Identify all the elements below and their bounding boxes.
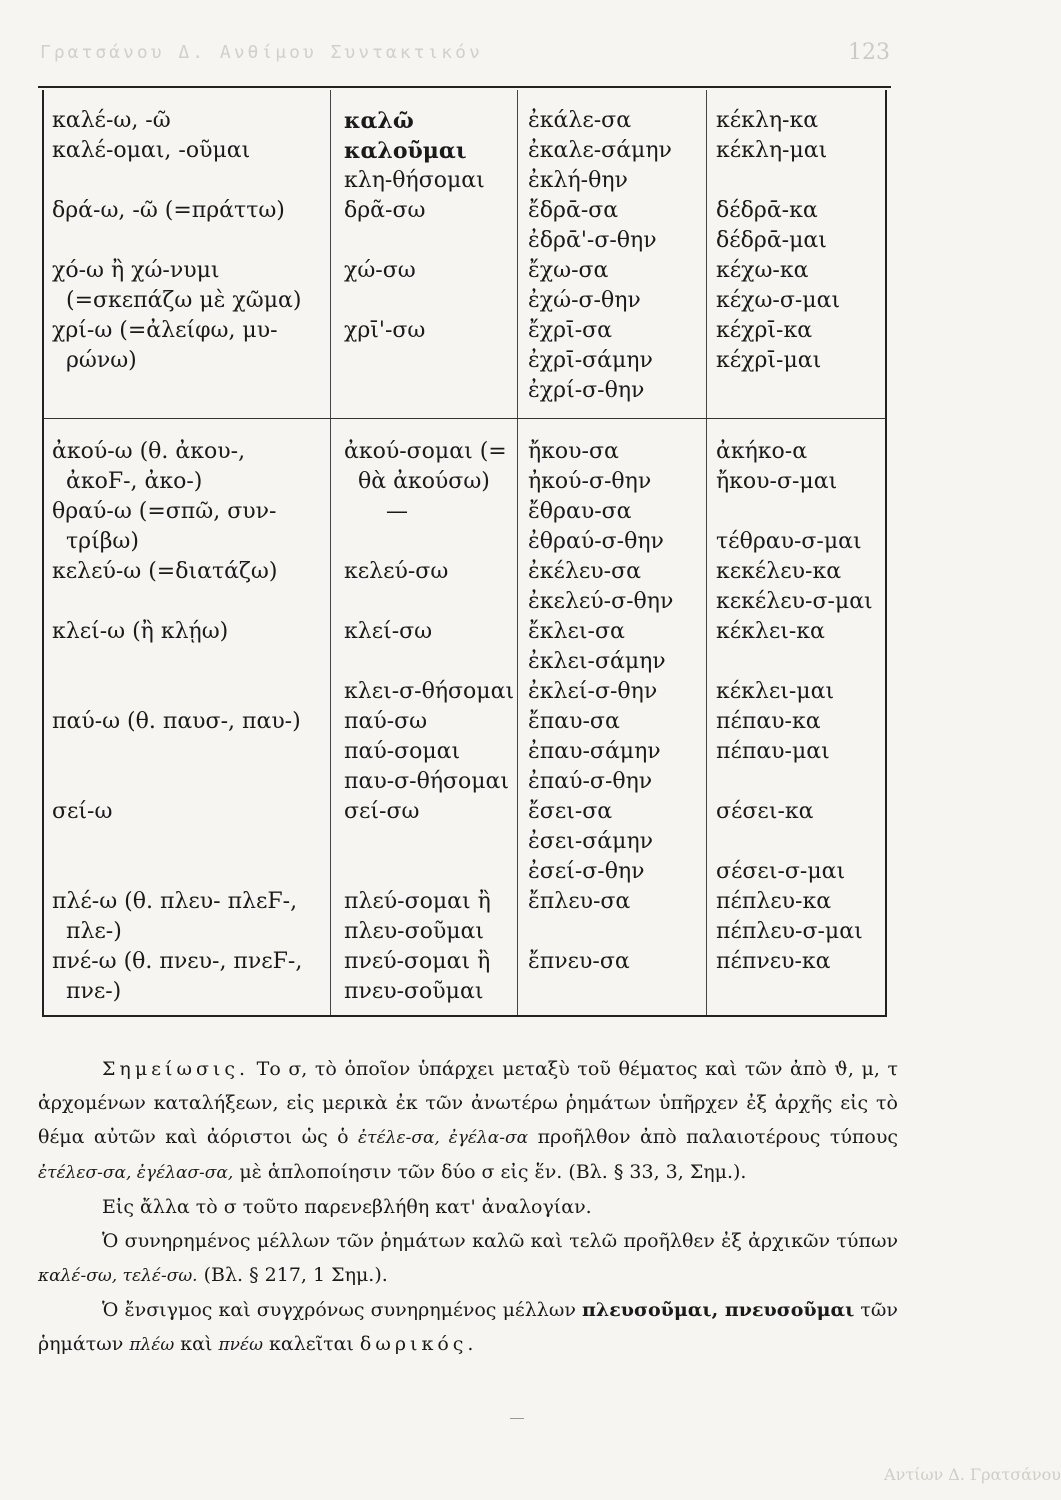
table-cell: πέπνευ-κα (716, 949, 831, 974)
table-cell: (=σκεπάζω μὲ χῶμα) (52, 288, 302, 313)
table-cell: κέκλη-κα (716, 108, 819, 133)
table-cell: ἔθραυ-σα (528, 499, 632, 524)
block2-future (344, 437, 514, 1007)
table-cell: ἀκού-σομαι (= (344, 439, 507, 464)
note-text: Ὁ ἔνσιγμος καὶ συγχρόνως συνηρημένος μέλλων (102, 1299, 583, 1321)
note-label: Σημείωσις. (102, 1058, 250, 1080)
table-cell: ἀκήκο-α (716, 439, 808, 464)
table-cell: ἐπαύ-σ-θην (528, 769, 653, 794)
table-cell: χρί-ω (=ἀλείφω, μυ- (52, 318, 278, 343)
table-cell: σεί-ω (52, 799, 113, 824)
table-cell: ἐχώ-σ-θην (528, 288, 641, 313)
table-cell: ἔκλει-σα (528, 619, 625, 644)
table-cell: παύ-σομαι (344, 739, 461, 764)
table-cell: κελεύ-ω (=διατάζω) (52, 559, 278, 584)
table-cell: κλη-θήσομαι (344, 168, 485, 193)
table-cell: ἠκού-σ-θην (528, 469, 652, 494)
table-cell: κλει-σ-θήσομαι (344, 679, 515, 704)
table-cell: πνε-) (52, 979, 122, 1004)
table-cell: πέπαυ-κα (716, 709, 821, 734)
table-cell (344, 857, 514, 887)
note-italic: ἐτέλεσ-σα, ἐγέλασ-σα, (38, 1163, 234, 1183)
table-cell: ἐσει-σάμην (528, 829, 654, 854)
table-cell: καλέ-ω, -ῶ (52, 108, 171, 133)
table-cell: δέδρᾱ-μαι (716, 228, 827, 253)
table-cell: χώ-σω (344, 258, 416, 283)
table-cell: χό-ω ἢ χώ-νυμι (52, 258, 220, 283)
note-paragraph-2: Εἰς ἄλλα τὸ σ τοῦτο παρενεβλήθη κατ' ἀναλογίαν. (102, 1196, 592, 1218)
note-text: Ὁ συνηρημένος μέλλων τῶν ῥημάτων καλῶ καὶ τελῶ προῆλθεν ἐξ ἀρχικῶν τύπων (102, 1230, 898, 1252)
table-cell: πνευ-σοῦμαι (344, 979, 484, 1004)
table-cell (528, 977, 673, 1007)
conjugation-table (42, 90, 887, 1017)
table-cell: παυ-σ-θήσομαι (344, 769, 510, 794)
table-cell: κελεύ-σω (344, 559, 449, 584)
table-cell: πέπαυ-μαι (716, 739, 830, 764)
bleed-through-footer: Αντίων Δ. Γρατσάνου (884, 1465, 1061, 1484)
table-cell: ἐχρῑ-σάμην (528, 348, 653, 373)
column-divider-2 (517, 90, 518, 1015)
table-cell: ἐπαυ-σάμην (528, 739, 661, 764)
table-cell (52, 737, 302, 767)
table-cell: σεί-σω (344, 799, 420, 824)
note-spaced: δωρικός. (359, 1333, 478, 1355)
block1-perfect (716, 106, 840, 406)
table-cell: τέθραυ-σ-μαι (716, 529, 862, 554)
table-cell (716, 166, 840, 196)
table-cell: κέκλη-μαι (716, 138, 828, 163)
table-cell: καλοῦμαι (344, 138, 467, 164)
table-cell: δρᾶ-σω (344, 198, 426, 223)
table-cell: ρώνω) (52, 348, 137, 373)
note-italic: πνέω (218, 1335, 263, 1355)
table-cell: κεκέλευ-σ-μαι (716, 589, 873, 614)
note-text: καὶ (174, 1333, 219, 1355)
table-cell: ἔσει-σα (528, 799, 613, 824)
table-cell: ἐκαλε-σάμην (528, 138, 672, 163)
note-bold: πλευσοῦμαι, πνευσοῦμαι (582, 1299, 855, 1321)
table-cell: θραύ-ω (=σπῶ, συν- (52, 499, 277, 524)
table-cell: κέχω-σ-μαι (716, 288, 841, 313)
note-text: Το σ, τὸ ὁποῖον ὑπάρχει μεταξὺ τοῦ θέματος καὶ τῶν ἀπὸ ϑ, μ, τ ἀρχομένων καταλήξεων, εἰς μερικὰ ἐκ τῶν ἀνωτέρω ῥημάτων ὑπῆρχεν ἐξ ἀρχῆς εἰς τὸ θέμα αὐτῶν καὶ ἀόριστοι ὡς ὁ (38, 1058, 898, 1148)
table-cell (52, 376, 301, 406)
block1-present (52, 106, 301, 406)
block1-aorist (528, 106, 672, 406)
table-cell (344, 527, 514, 557)
table-cell: ἔπνευ-σα (528, 949, 630, 974)
column-divider-1 (330, 90, 331, 1015)
table-cell (52, 226, 301, 256)
table-cell: ἐχρί-σ-θην (528, 378, 645, 403)
table-cell: ἐδρᾱ'-σ-θην (528, 228, 657, 253)
note-italic: καλέ-σω, τελέ-σω. (38, 1266, 198, 1286)
table-cell (344, 346, 485, 376)
table-cell: κέχω-κα (716, 258, 809, 283)
table-cell (52, 827, 302, 857)
note-text: (Βλ. § 217, 1 Σημ.). (197, 1264, 388, 1286)
note-paragraph-4 (38, 1293, 898, 1362)
note-text: τῶν ῥημάτων (38, 1299, 898, 1355)
table-cell: πέπλευ-σ-μαι (716, 919, 863, 944)
table-cell (716, 497, 873, 527)
table-cell (344, 286, 485, 316)
table-cell (52, 587, 302, 617)
table-cell (52, 677, 302, 707)
table-cell: ἔδρᾱ-σα (528, 198, 619, 223)
table-cell: ἀκού-ω (θ. ἀκου-, (52, 439, 246, 464)
table-cell: ἐκέλευ-σα (528, 559, 641, 584)
note-paragraph-3 (38, 1224, 898, 1293)
table-cell: — (344, 499, 408, 524)
table-cell: παύ-ω (θ. παυσ-, παυ-) (52, 709, 301, 734)
table-cell: κέχρῑ-κα (716, 318, 813, 343)
note-text: καλεῖται (263, 1333, 360, 1355)
block2-aorist (528, 437, 673, 1007)
table-cell: ἤκου-σ-μαι (716, 469, 838, 494)
table-cell: πνεύ-σομαι ἢ (344, 949, 491, 974)
table-cell: ἐκλει-σάμην (528, 649, 666, 674)
table-cell: ἐσεί-σ-θην (528, 859, 645, 884)
table-cell: χρῑ'-σω (344, 318, 426, 343)
note-text: μὲ ἁπλοποίησιν τῶν δύο σ εἰς ἕν. (Βλ. § 33, 3, Σημ.). (233, 1161, 747, 1183)
block2-perfect (716, 437, 873, 1007)
table-cell: παύ-σω (344, 709, 428, 734)
note-italic: ἐτέλε-σα, ἐγέλα-σα (358, 1128, 529, 1148)
table-cell (716, 376, 840, 406)
table-cell: ἤκου-σα (528, 439, 619, 464)
table-cell (528, 917, 673, 947)
table-cell (52, 857, 302, 887)
table-cell (716, 647, 873, 677)
table-cell (716, 827, 873, 857)
table-cell: πλε-) (52, 919, 122, 944)
table-cell: καλέ-ομαι, -οῦμαι (52, 138, 251, 163)
table-cell (344, 376, 485, 406)
table-cell: τρίβω) (52, 529, 139, 554)
table-cell (344, 647, 514, 677)
table-cell: δρά-ω, -ῶ (=πράττω) (52, 198, 285, 223)
table-cell: ἐκάλε-σα (528, 108, 632, 133)
table-cell: κέκλει-κα (716, 619, 825, 644)
table-cell: πλευ-σοῦμαι (344, 919, 485, 944)
table-cell (344, 587, 514, 617)
table-cell: σέσει-κα (716, 799, 814, 824)
block2-present (52, 437, 302, 1007)
table-cell: ἔχω-σα (528, 258, 609, 283)
table-cell (52, 647, 302, 677)
table-cell (52, 767, 302, 797)
table-cell (52, 166, 301, 196)
table-cell: κέχρῑ-μαι (716, 348, 822, 373)
table-cell: πλέ-ω (θ. πλευ- πλεϜ-, (52, 889, 298, 914)
table-cell: πέπλευ-κα (716, 889, 832, 914)
note-paragraph-1 (38, 1052, 898, 1190)
table-top-rule (38, 86, 891, 88)
table-cell: κεκέλευ-κα (716, 559, 842, 584)
table-cell: δέδρᾱ-κα (716, 198, 818, 223)
table-cell: πνέ-ω (θ. πνευ-, πνεϜ-, (52, 949, 303, 974)
table-cell: θὰ ἀκούσω) (344, 469, 490, 494)
table-cell (716, 767, 873, 797)
page-number: 123 (848, 40, 890, 65)
table-cell (344, 827, 514, 857)
table-cell: ἐκλή-θην (528, 168, 628, 193)
table-cell (344, 226, 485, 256)
table-cell: ἐθραύ-σ-θην (528, 529, 664, 554)
table-cell: σέσει-σ-μαι (716, 859, 846, 884)
table-cell: ἔπλευ-σα (528, 889, 631, 914)
note-text: προῆλθον ἀπὸ παλαιοτέρους τύπους (528, 1126, 899, 1148)
table-cell: κέκλει-μαι (716, 679, 835, 704)
column-divider-3 (706, 90, 707, 1015)
table-cell: ἐκλεί-σ-θην (528, 679, 658, 704)
table-cell (716, 977, 873, 1007)
bleed-through-header: Γρατσάνου Δ. Ανθίμου Συντακτικόν (40, 42, 483, 63)
table-cell: ἔχρῑ-σα (528, 318, 613, 343)
block1-future (344, 106, 485, 406)
notes-section (38, 1052, 898, 1362)
note-italic: πλέω (129, 1335, 175, 1355)
table-block-separator (44, 418, 885, 419)
page-footer-dash (510, 1418, 524, 1419)
table-cell: ἀκοϜ-, ἀκο-) (52, 469, 203, 494)
table-cell: κλεί-ω (ἢ κλῄω) (52, 619, 229, 644)
table-cell: ἐκελεύ-σ-θην (528, 589, 674, 614)
table-cell: κλεί-σω (344, 619, 433, 644)
table-cell: ἔπαυ-σα (528, 709, 620, 734)
table-cell: καλῶ (344, 108, 414, 134)
table-cell: πλεύ-σομαι ἢ (344, 889, 491, 914)
